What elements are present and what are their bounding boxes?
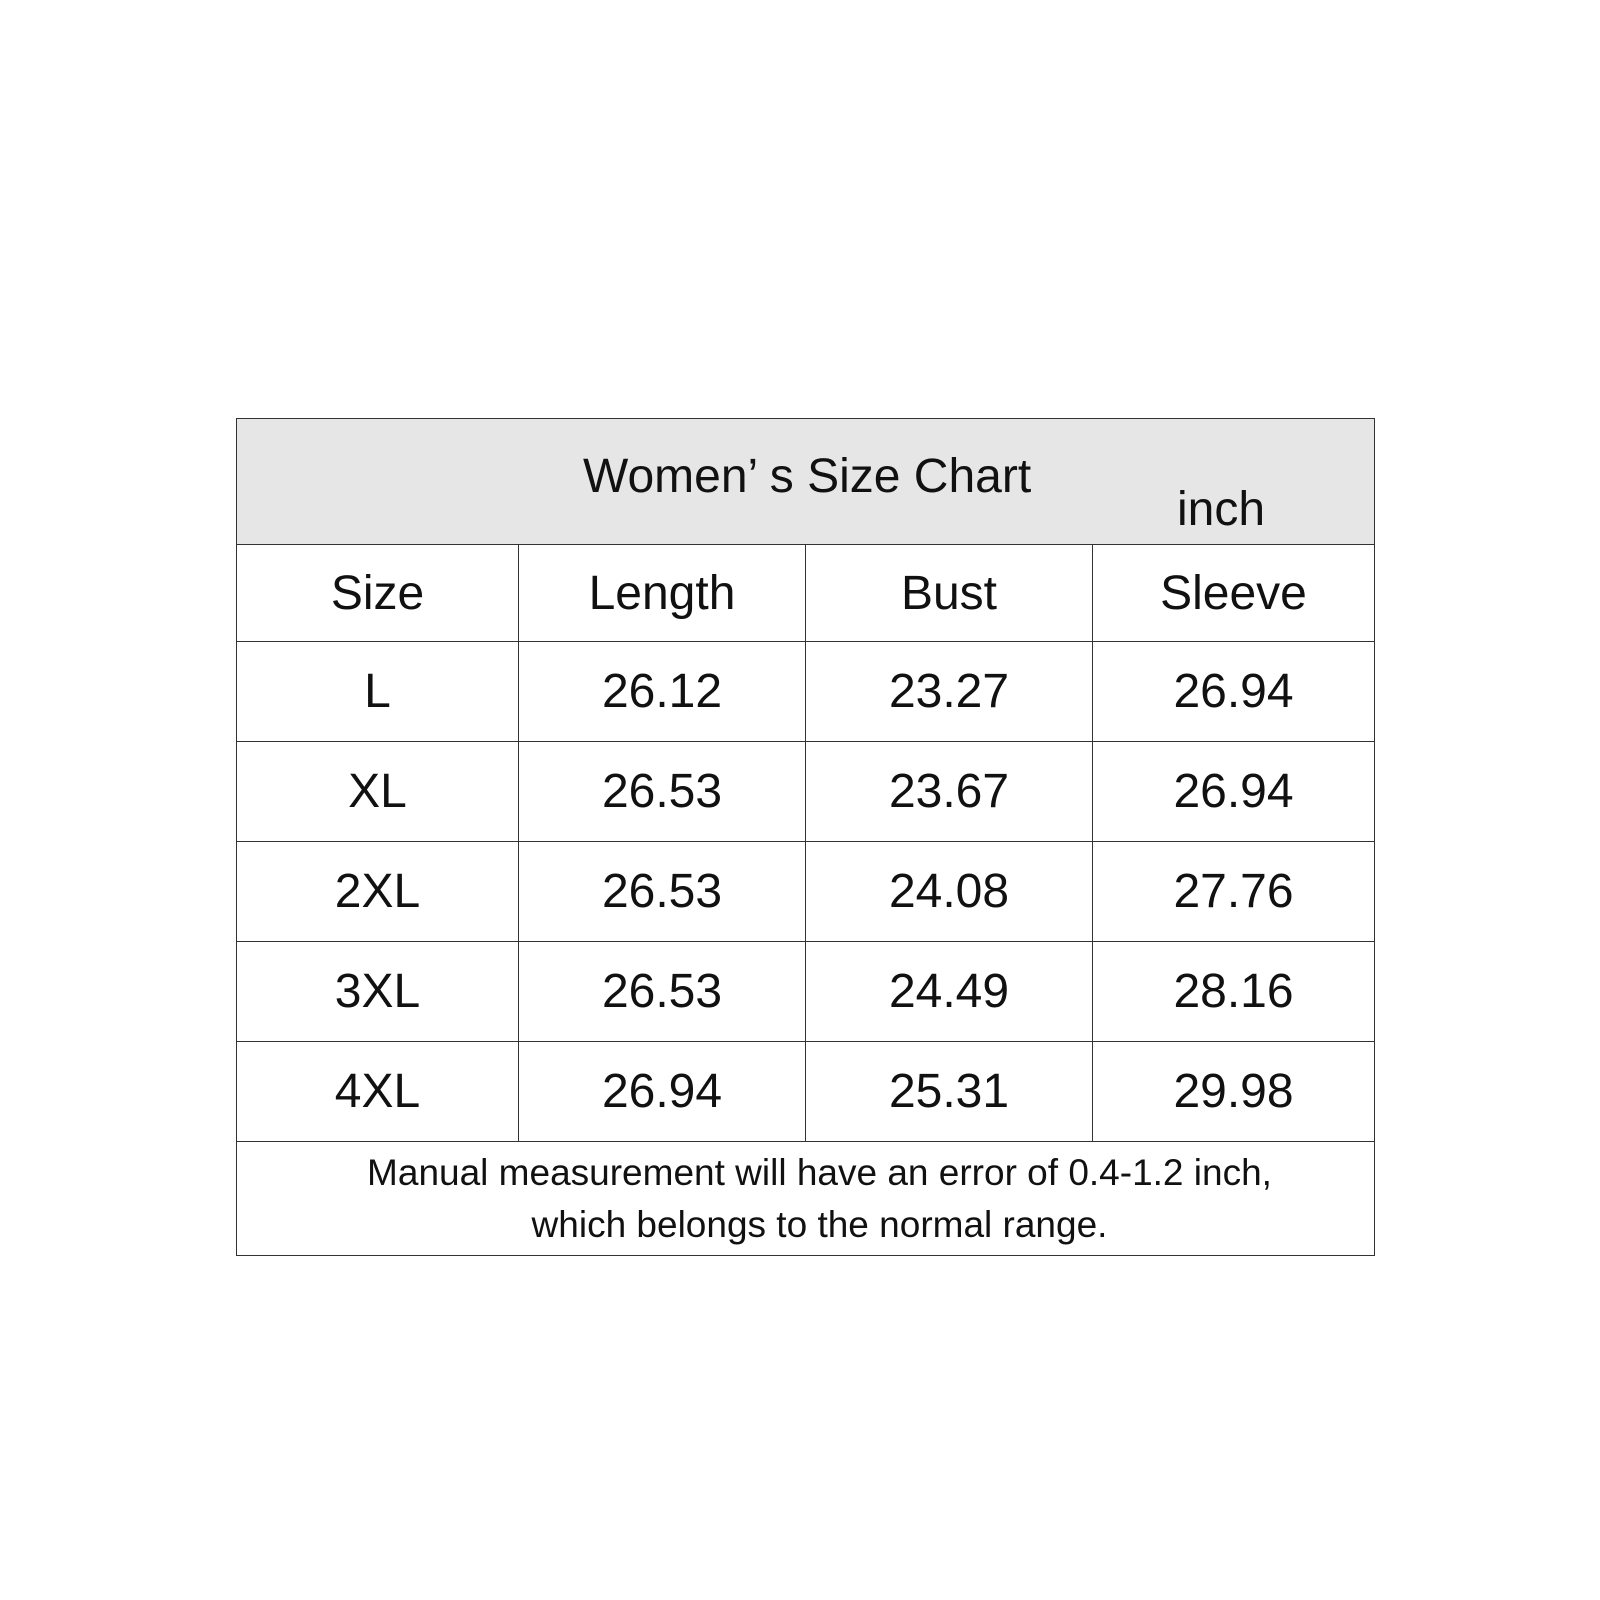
table-row [237, 842, 1374, 942]
measurement-note [237, 1143, 1374, 1255]
bust-cell: 24.49 [806, 942, 1093, 1041]
length-cell: 26.53 [519, 742, 806, 841]
sleeve-cell: 26.94 [1173, 665, 1294, 718]
column-header-size: Size [237, 545, 519, 641]
table-row [237, 942, 1374, 1042]
length-cell: 26.12 [519, 642, 806, 741]
unit-label: inch [1177, 483, 1266, 536]
column-header-bust: Bust [806, 545, 1093, 641]
bust-cell: 23.27 [806, 642, 1093, 741]
column-header-sleeve: Sleeve [1160, 566, 1307, 620]
table-row [237, 642, 1374, 742]
size-chart-table [236, 418, 1375, 1256]
size-cell: L [237, 642, 519, 741]
size-cell: XL [237, 742, 519, 841]
sleeve-cell: 26.94 [1173, 765, 1294, 818]
title-bar [237, 419, 1374, 545]
table-row [237, 1042, 1374, 1142]
size-cell: 2XL [237, 842, 519, 941]
table-row [237, 742, 1374, 842]
sleeve-cell: 28.16 [1173, 965, 1294, 1018]
size-cell: 4XL [237, 1042, 519, 1141]
bust-cell: 25.31 [806, 1042, 1093, 1141]
size-cell: 3XL [237, 942, 519, 1041]
column-header-length: Length [519, 545, 806, 641]
length-cell: 26.94 [519, 1042, 806, 1141]
length-cell: 26.53 [519, 942, 806, 1041]
length-cell: 26.53 [519, 842, 806, 941]
note-line-2: which belongs to the normal range. [531, 1204, 1108, 1245]
sleeve-cell: 29.98 [1173, 1065, 1294, 1118]
bust-cell: 24.08 [806, 842, 1093, 941]
header-row [237, 545, 1374, 642]
size-grid [237, 545, 1374, 1142]
chart-title: Women’ s Size Chart [583, 450, 1032, 503]
note-line-1: Manual measurement will have an error of 0.4-1.2 inch, [367, 1152, 1272, 1193]
bust-cell: 23.67 [806, 742, 1093, 841]
sleeve-cell: 27.76 [1173, 865, 1294, 918]
